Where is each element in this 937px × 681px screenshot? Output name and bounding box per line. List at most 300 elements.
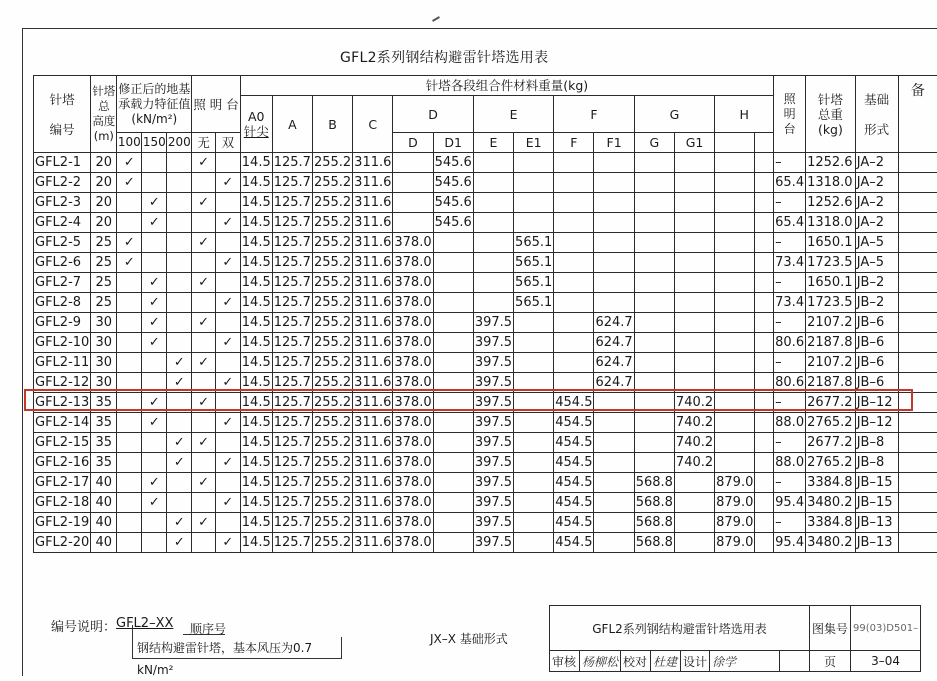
cell-height: 20 <box>91 193 117 213</box>
cell-h <box>715 313 755 333</box>
cell-h <box>715 173 755 193</box>
cell-d1: 545.6 <box>433 173 473 193</box>
cell-d1 <box>433 533 473 553</box>
cell-platform-double-check-icon: ✓ <box>215 293 240 313</box>
cell-a0: 14.5 <box>240 373 272 393</box>
cell-e: 397.5 <box>473 493 513 513</box>
header-sub-h <box>715 133 755 153</box>
cell-f: 454.5 <box>554 433 594 453</box>
cell-total: 1252.6 <box>806 193 856 213</box>
cell-a0: 14.5 <box>240 433 272 453</box>
table-row <box>34 293 937 313</box>
cell-b200 <box>167 153 192 173</box>
cell-f1 <box>594 293 634 313</box>
cell-f1 <box>594 153 634 173</box>
cell-f <box>554 333 594 353</box>
cell-d1 <box>433 273 473 293</box>
cell-light: – <box>774 473 806 493</box>
cell-h: 879.0 <box>715 533 755 553</box>
cell-b: 255.2 <box>312 393 352 413</box>
cell-h <box>715 353 755 373</box>
cell-e <box>473 233 513 253</box>
cell-e1 <box>514 413 554 433</box>
cell-a0: 14.5 <box>240 413 272 433</box>
cell-f1 <box>594 453 634 473</box>
cell-b150-check-icon: ✓ <box>142 293 167 313</box>
cell-d: 378.0 <box>393 393 433 413</box>
table-row <box>34 333 937 353</box>
table-row <box>34 473 937 493</box>
cell-g: 568.8 <box>634 493 674 513</box>
cell-g1 <box>674 253 714 273</box>
cell-g <box>634 353 674 373</box>
cell-remark <box>898 493 937 513</box>
cell-foundation: JA–2 <box>855 213 898 233</box>
cell-remark <box>898 153 937 173</box>
header-sub-d: D <box>393 133 433 153</box>
cell-e: 397.5 <box>473 413 513 433</box>
cell-total: 1650.1 <box>806 233 856 253</box>
cell-a: 125.7 <box>272 513 312 533</box>
cell-b200-check-icon: ✓ <box>167 453 192 473</box>
cell-foundation: JA–2 <box>855 153 898 173</box>
cell-b200-check-icon: ✓ <box>167 433 192 453</box>
cell-f <box>554 353 594 373</box>
cell-g <box>634 333 674 353</box>
cell-e1 <box>514 153 554 173</box>
cell-g <box>634 413 674 433</box>
header-sub-e: E <box>473 133 513 153</box>
cell-e1 <box>514 453 554 473</box>
cell-h-blank <box>755 193 774 213</box>
cell-d1 <box>433 313 473 333</box>
cell-e1: 565.1 <box>514 253 554 273</box>
cell-platform-none <box>192 253 216 273</box>
cell-remark <box>898 333 937 353</box>
header-height-line3: 高度 <box>92 114 115 128</box>
cell-platform-double <box>215 353 240 373</box>
cell-g1 <box>674 533 714 553</box>
table-body <box>34 153 937 553</box>
cell-total: 1318.0 <box>806 213 856 233</box>
cell-platform-none-check-icon: ✓ <box>192 433 216 453</box>
cell-h-blank <box>755 413 774 433</box>
cell-a: 125.7 <box>272 193 312 213</box>
cell-code: GFL2-17 <box>34 473 91 493</box>
cell-e: 397.5 <box>473 393 513 413</box>
cell-a: 125.7 <box>272 213 312 233</box>
cell-e: 397.5 <box>473 313 513 333</box>
selection-table <box>33 75 937 553</box>
header-bearing-line1: 修正后的地基 <box>118 82 190 96</box>
cell-platform-none-check-icon: ✓ <box>192 153 216 173</box>
cell-height: 40 <box>91 513 117 533</box>
cell-d: 378.0 <box>393 413 433 433</box>
cell-f1 <box>594 233 634 253</box>
cell-b150-check-icon: ✓ <box>142 193 167 213</box>
cell-code: GFL2-6 <box>34 253 91 273</box>
cell-light: – <box>774 513 806 533</box>
cell-a: 125.7 <box>272 293 312 313</box>
cell-platform-double-check-icon: ✓ <box>215 453 240 473</box>
cell-light: 73.4 <box>774 293 806 313</box>
cell-f <box>554 253 594 273</box>
cell-h <box>715 453 755 473</box>
cell-total: 1723.5 <box>806 293 856 313</box>
cell-a: 125.7 <box>272 253 312 273</box>
cell-platform-double-check-icon: ✓ <box>215 213 240 233</box>
cell-b200 <box>167 253 192 273</box>
cell-platform-double-check-icon: ✓ <box>215 333 240 353</box>
cell-g1 <box>674 153 714 173</box>
header-remark: 备 <box>898 76 937 153</box>
cell-remark <box>898 213 937 233</box>
cell-b: 255.2 <box>312 153 352 173</box>
cell-platform-none <box>192 173 216 193</box>
cell-remark <box>898 533 937 553</box>
cell-e1 <box>514 533 554 553</box>
cell-height: 35 <box>91 413 117 433</box>
cell-c: 311.6 <box>353 313 393 333</box>
cell-h <box>715 233 755 253</box>
cell-d <box>393 193 433 213</box>
cell-c: 311.6 <box>353 373 393 393</box>
note-foundation-label: JX–X 基础形式 <box>430 630 508 647</box>
cell-d1 <box>433 353 473 373</box>
cell-platform-double-check-icon: ✓ <box>215 533 240 553</box>
cell-d1: 545.6 <box>433 193 473 213</box>
cell-code: GFL2-15 <box>34 433 91 453</box>
cell-d1: 545.6 <box>433 213 473 233</box>
cell-total: 2765.2 <box>806 413 856 433</box>
header-col-d: D <box>393 96 473 133</box>
cell-h-blank <box>755 293 774 313</box>
cell-b100 <box>117 213 142 233</box>
cell-f1 <box>594 473 634 493</box>
cell-remark <box>898 173 937 193</box>
title-block-design-signature: 徐学 <box>710 651 780 672</box>
cell-f: 454.5 <box>554 413 594 433</box>
cell-b: 255.2 <box>312 433 352 453</box>
note-tick-line <box>132 625 133 637</box>
cell-platform-none <box>192 293 216 313</box>
cell-b200 <box>167 233 192 253</box>
cell-h-blank <box>755 233 774 253</box>
cell-b150-check-icon: ✓ <box>142 273 167 293</box>
cell-height: 35 <box>91 433 117 453</box>
cell-b: 255.2 <box>312 273 352 293</box>
cell-b200 <box>167 313 192 333</box>
cell-total: 3384.8 <box>806 473 856 493</box>
cell-b100 <box>117 293 142 313</box>
header-b100: 100 <box>117 133 142 153</box>
cell-h-blank <box>755 333 774 353</box>
cell-d: 378.0 <box>393 233 433 253</box>
cell-b200 <box>167 413 192 433</box>
title-block-review-label: 审核 <box>550 651 580 672</box>
table-row <box>34 433 937 453</box>
cell-b150 <box>142 173 167 193</box>
cell-total: 2187.8 <box>806 373 856 393</box>
table-row <box>34 313 937 333</box>
cell-platform-double-check-icon: ✓ <box>215 253 240 273</box>
cell-e <box>473 173 513 193</box>
cell-h <box>715 193 755 213</box>
cell-c: 311.6 <box>353 513 393 533</box>
header-bearing-line2: 承载力特征值 <box>118 97 190 111</box>
cell-height: 20 <box>91 153 117 173</box>
cell-d1 <box>433 253 473 273</box>
cell-d1 <box>433 333 473 353</box>
cell-h-blank <box>755 513 774 533</box>
page-title: GFL2系列钢结构避雷针塔选用表 <box>340 47 548 67</box>
cell-e1 <box>514 473 554 493</box>
cell-d1 <box>433 433 473 453</box>
cell-platform-none <box>192 333 216 353</box>
cell-f: 454.5 <box>554 393 594 413</box>
cell-d: 378.0 <box>393 313 433 333</box>
cell-g <box>634 213 674 233</box>
header-height <box>91 76 117 153</box>
cell-remark <box>898 273 937 293</box>
title-block-title: GFL2系列钢结构避雷针塔选用表 <box>550 606 810 651</box>
cell-light: – <box>774 153 806 173</box>
cell-remark <box>898 433 937 453</box>
cell-h-blank <box>755 253 774 273</box>
cell-a: 125.7 <box>272 353 312 373</box>
cell-light: – <box>774 193 806 213</box>
cell-h-blank <box>755 153 774 173</box>
cell-code: GFL2-16 <box>34 453 91 473</box>
row-highlight-box <box>24 389 913 411</box>
cell-b100 <box>117 473 142 493</box>
cell-a0: 14.5 <box>240 153 272 173</box>
cell-code: GFL2-1 <box>34 153 91 173</box>
header-platform: 照 明 台 <box>192 76 240 133</box>
cell-total: 1318.0 <box>806 173 856 193</box>
cell-f <box>554 313 594 333</box>
cell-platform-none <box>192 493 216 513</box>
cell-height: 40 <box>91 533 117 553</box>
cell-d1 <box>433 453 473 473</box>
cell-height: 40 <box>91 493 117 513</box>
cell-f1 <box>594 213 634 233</box>
cell-foundation: JB–2 <box>855 273 898 293</box>
title-block-page-label: 页 <box>810 651 851 672</box>
cell-a0: 14.5 <box>240 173 272 193</box>
header-tower-no <box>34 76 91 153</box>
cell-remark <box>898 313 937 333</box>
cell-d: 378.0 <box>393 493 433 513</box>
cell-h-blank <box>755 353 774 373</box>
cell-light: 80.6 <box>774 333 806 353</box>
table-row <box>34 513 937 533</box>
cell-g <box>634 153 674 173</box>
cell-h-blank <box>755 313 774 333</box>
cell-a0: 14.5 <box>240 193 272 213</box>
cell-e: 397.5 <box>473 353 513 373</box>
cell-g1 <box>674 333 714 353</box>
cell-height: 25 <box>91 253 117 273</box>
header-total-line1: 针塔 <box>818 92 843 107</box>
cell-b: 255.2 <box>312 293 352 313</box>
cell-light: – <box>774 353 806 373</box>
cell-g <box>634 193 674 213</box>
title-block-atlas-no: 99(03)D501– <box>851 606 921 651</box>
cell-f: 454.5 <box>554 493 594 513</box>
cell-a: 125.7 <box>272 493 312 513</box>
cell-g1 <box>674 273 714 293</box>
header-total-line2: 总重 <box>818 107 843 122</box>
cell-platform-none <box>192 453 216 473</box>
cell-c: 311.6 <box>353 273 393 293</box>
cell-c: 311.6 <box>353 233 393 253</box>
cell-remark <box>898 413 937 433</box>
cell-f1 <box>594 273 634 293</box>
cell-f1 <box>594 413 634 433</box>
table-row <box>34 253 937 273</box>
cell-a0: 14.5 <box>240 313 272 333</box>
cell-code: GFL2-8 <box>34 293 91 313</box>
note-label: 编号说明： <box>51 616 116 635</box>
title-block-design-label: 设计 <box>681 651 710 672</box>
cell-e: 397.5 <box>473 473 513 493</box>
cell-d1 <box>433 493 473 513</box>
cell-b150-check-icon: ✓ <box>142 413 167 433</box>
cell-b150-check-icon: ✓ <box>142 313 167 333</box>
cell-total: 1650.1 <box>806 273 856 293</box>
cell-platform-none-check-icon: ✓ <box>192 233 216 253</box>
cell-e: 397.5 <box>473 373 513 393</box>
cell-light: – <box>774 313 806 333</box>
cell-remark <box>898 513 937 533</box>
cell-height: 35 <box>91 393 117 413</box>
cell-height: 30 <box>91 313 117 333</box>
cell-b150 <box>142 453 167 473</box>
cell-a: 125.7 <box>272 533 312 553</box>
cell-a0: 14.5 <box>240 353 272 373</box>
cell-e1 <box>514 333 554 353</box>
cell-h <box>715 213 755 233</box>
cell-a0: 14.5 <box>240 333 272 353</box>
cell-e1: 565.1 <box>514 273 554 293</box>
cell-a: 125.7 <box>272 313 312 333</box>
cell-f: 454.5 <box>554 513 594 533</box>
cell-f1 <box>594 173 634 193</box>
cell-b200 <box>167 493 192 513</box>
header-col-f: F <box>554 96 634 133</box>
note-code-pattern: GFL2–XX <box>116 616 173 631</box>
cell-f: 454.5 <box>554 453 594 473</box>
cell-light: 88.0 <box>774 453 806 473</box>
cell-b100 <box>117 433 142 453</box>
cell-b150-check-icon: ✓ <box>142 213 167 233</box>
cell-a: 125.7 <box>272 393 312 413</box>
cell-h-blank <box>755 533 774 553</box>
cell-b150 <box>142 433 167 453</box>
cell-foundation: JB–6 <box>855 313 898 333</box>
cell-height: 25 <box>91 233 117 253</box>
header-a0-sub: 针尖 <box>244 124 269 139</box>
cell-total: 2677.2 <box>806 393 856 413</box>
cell-height: 30 <box>91 333 117 353</box>
cell-b150 <box>142 233 167 253</box>
cell-d: 378.0 <box>393 373 433 393</box>
cell-b100-check-icon: ✓ <box>117 253 142 273</box>
cell-c: 311.6 <box>353 213 393 233</box>
cell-b100 <box>117 273 142 293</box>
header-sub-h-blank <box>755 133 774 153</box>
cell-code: GFL2-19 <box>34 513 91 533</box>
cell-h-blank <box>755 273 774 293</box>
cell-b: 255.2 <box>312 173 352 193</box>
cell-g <box>634 293 674 313</box>
cell-g1 <box>674 193 714 213</box>
cell-e <box>473 293 513 313</box>
cell-c: 311.6 <box>353 533 393 553</box>
cell-b150 <box>142 353 167 373</box>
cell-code: GFL2-9 <box>34 313 91 333</box>
cell-b: 255.2 <box>312 513 352 533</box>
header-platform-double: 双 <box>215 133 240 153</box>
cell-b100-check-icon: ✓ <box>117 153 142 173</box>
cell-platform-none-check-icon: ✓ <box>192 313 216 333</box>
cell-f: 454.5 <box>554 533 594 553</box>
cell-f1 <box>594 433 634 453</box>
cell-d: 378.0 <box>393 273 433 293</box>
cell-foundation: JB–13 <box>855 533 898 553</box>
cell-platform-none-check-icon: ✓ <box>192 193 216 213</box>
cell-platform-double <box>215 153 240 173</box>
cell-h <box>715 253 755 273</box>
cell-height: 25 <box>91 293 117 313</box>
cell-b: 255.2 <box>312 353 352 373</box>
cell-platform-none <box>192 533 216 553</box>
cell-a: 125.7 <box>272 373 312 393</box>
title-block-atlas-label: 图集号 <box>810 606 851 651</box>
cell-platform-none-check-icon: ✓ <box>192 513 216 533</box>
header-foundation <box>855 76 898 153</box>
cell-b150 <box>142 253 167 273</box>
cell-foundation: JB–12 <box>855 393 898 413</box>
cell-c: 311.6 <box>353 253 393 273</box>
cell-d: 378.0 <box>393 333 433 353</box>
cell-h-blank <box>755 433 774 453</box>
cell-light: 95.4 <box>774 493 806 513</box>
cell-h <box>715 153 755 173</box>
cell-d1 <box>433 413 473 433</box>
header-light <box>774 76 806 153</box>
cell-code: GFL2-12 <box>34 373 91 393</box>
cell-h-blank <box>755 173 774 193</box>
header-bearing <box>117 76 192 133</box>
cell-light: – <box>774 393 806 413</box>
cell-b: 255.2 <box>312 453 352 473</box>
title-block-review-signature: 杨柳松 <box>580 651 621 672</box>
cell-h-blank <box>755 493 774 513</box>
cell-d: 378.0 <box>393 253 433 273</box>
header-col-g: G <box>634 96 714 133</box>
title-block-check-signature: 杜建 <box>651 651 681 672</box>
cell-h <box>715 333 755 353</box>
header-sub-g: G <box>634 133 674 153</box>
cell-e: 397.5 <box>473 333 513 353</box>
cell-e1 <box>514 193 554 213</box>
cell-light: 95.4 <box>774 533 806 553</box>
cell-e1 <box>514 173 554 193</box>
cell-f <box>554 273 594 293</box>
cell-a: 125.7 <box>272 413 312 433</box>
